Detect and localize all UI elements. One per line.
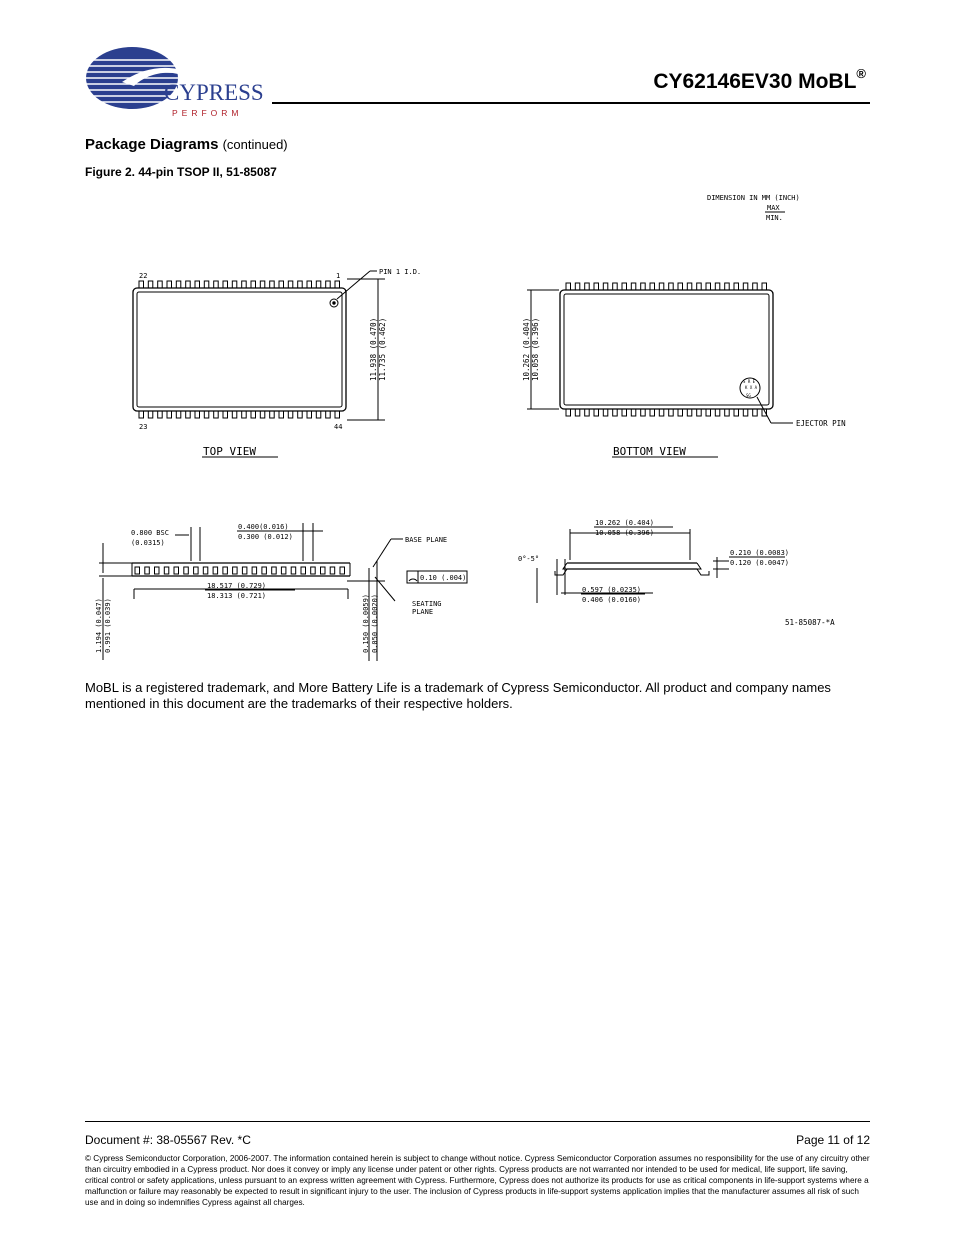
dim-note: DIMENSION IN MM (INCH) <box>707 194 800 202</box>
cypress-logo <box>82 42 272 122</box>
standoff-min: 0.050 (0.0020) <box>371 593 379 653</box>
lead-pin <box>251 411 256 418</box>
document-title <box>653 66 866 94</box>
lead-pin <box>214 411 219 418</box>
lead-pin <box>575 409 580 416</box>
lead-pin <box>650 283 655 290</box>
lead-pin <box>743 409 748 416</box>
trademark-note: MoBL is a registered trademark, and More Battery Life is a trademark of Cypress Semiconductor. All product and company names mentioned in this document are the trademarks of their respective holders. <box>85 680 831 711</box>
bottom-view-package <box>560 283 793 423</box>
footer-rule <box>85 1121 870 1122</box>
lead-pin <box>669 409 674 416</box>
lead-pin <box>307 281 312 288</box>
lead-pin <box>613 409 618 416</box>
footer-document-number: Document #: 38-05567 Rev. *C <box>85 1133 251 1147</box>
thickness-max: 0.210 (0.0083) <box>730 549 790 557</box>
lead-pin <box>594 283 599 290</box>
drawing-id: 51-85087-*A <box>785 618 835 627</box>
lead-pin <box>316 281 321 288</box>
lead-pin <box>687 283 692 290</box>
package-drawing <box>85 185 875 665</box>
lead-pin <box>223 567 228 574</box>
lead-pin <box>186 281 191 288</box>
base-plane-label: BASE PLANE <box>405 536 448 544</box>
lead-pin <box>566 409 571 416</box>
lead-pin <box>753 409 758 416</box>
lead-pin <box>251 281 256 288</box>
bottom-view-upper-pins <box>566 283 767 290</box>
lead-pin <box>335 411 340 418</box>
lead-pin <box>139 411 144 418</box>
logo-tagline: PERFORM <box>172 108 243 118</box>
lead-pin <box>195 281 200 288</box>
top-view-lower-pins <box>139 411 340 418</box>
lead-pin <box>186 411 191 418</box>
lead-pin <box>232 281 237 288</box>
pitch-label: 0.800 BSC <box>131 529 169 537</box>
lead-pin <box>176 411 181 418</box>
lead-pin <box>734 283 739 290</box>
bottom-view-label: BOTTOM VIEW <box>613 445 686 458</box>
lead-pin <box>252 567 257 574</box>
lead-pin <box>298 281 303 288</box>
lead-pin <box>279 411 284 418</box>
footer-page-number: Page 11 of 12 <box>796 1133 870 1147</box>
lead-pin <box>330 567 335 574</box>
lead-pin <box>242 281 247 288</box>
lead-pin <box>706 409 711 416</box>
foot-length-max: 0.597 (0.0235) <box>582 586 642 594</box>
lead-pin <box>659 409 664 416</box>
lead-pin <box>734 409 739 416</box>
top-view-package <box>133 271 377 418</box>
dim-note-max: MAX <box>767 204 780 212</box>
lead-pin <box>155 567 160 574</box>
side-view-pins <box>135 567 345 574</box>
lead-pin <box>622 283 627 290</box>
lead-pin <box>148 281 153 288</box>
lead-pin <box>715 283 720 290</box>
bottom-dim-min: 10.058 (0.396) <box>531 317 540 381</box>
coplanarity-label: 0.10 (.004) <box>420 574 467 582</box>
lead-pin <box>311 567 316 574</box>
lead-pin <box>743 283 748 290</box>
bottom-dim-max: 10.262 (0.404) <box>522 317 531 381</box>
side-view-short <box>555 563 709 575</box>
title-text: CY62146EV30 MoBL <box>653 70 857 93</box>
pin-1-label: 1 <box>336 272 341 280</box>
side-width-max: 10.262 (0.404) <box>595 519 655 527</box>
lead-pin <box>603 283 608 290</box>
lead-pin <box>148 411 153 418</box>
lead-pin <box>631 409 636 416</box>
header-rule <box>272 102 870 104</box>
seating-label: SEATING <box>412 600 442 608</box>
lead-pin <box>622 409 627 416</box>
lead-pin <box>669 283 674 290</box>
lead-pin <box>301 567 306 574</box>
seating-plane-label: PLANE <box>412 608 434 616</box>
lead-pin <box>164 567 169 574</box>
pin-44-label: 44 <box>334 423 343 431</box>
lead-pin <box>291 567 296 574</box>
svg-text:S R E: S R E <box>743 379 756 384</box>
side-view-long <box>132 563 350 576</box>
length-min: 18.313 (0.721) <box>207 592 267 600</box>
lead-pin <box>335 281 340 288</box>
lead-pin <box>139 281 144 288</box>
lead-pin <box>158 411 163 418</box>
lead-pin <box>566 283 571 290</box>
lead-pin <box>288 281 293 288</box>
lead-pin <box>158 281 163 288</box>
section-title-text: Package Diagrams <box>85 136 219 153</box>
top-view-label: TOP VIEW <box>203 445 256 458</box>
lead-pin <box>678 409 683 416</box>
lead-pin <box>223 281 228 288</box>
thickness-min: 0.120 (0.0047) <box>730 559 790 567</box>
lead-pin <box>260 411 265 418</box>
top-dim-min: 11.735 (0.462) <box>378 317 387 381</box>
pin-22-label: 22 <box>139 272 148 280</box>
lead-pin <box>260 281 265 288</box>
lead-pin <box>281 567 286 574</box>
lead-pin <box>279 281 284 288</box>
dim-note-min: MIN. <box>766 214 783 222</box>
footer-legal-text: © Cypress Semiconductor Corporation, 2006-2007. The information contained herein is subject to change without notice. Cypress Semiconductor Corporation assumes no responsibility for the use of any circuitry other than circuitry embodied in a Cypress product. Nor does it convey or imply any license under patent or other rights. Cypress products are not warranted nor intended to be used for medical, life support, life saving, critical control or safety applications, unless pursuant to an express written agreement with Cypress. Furthermore, Cypress does not authorize its products for use as critical components in life-support systems where a malfunction or failure may reasonably be expected to result in significant injury to the user. The inclusion of Cypress products in life-support systems application implies that the manufacturer assumes all risk of such use and in doing so indemnifies Cypress against all charges. <box>85 1154 870 1207</box>
pin1-id-label: PIN 1 I.D. <box>379 268 422 276</box>
lead-pin <box>594 409 599 416</box>
lead-pin <box>316 411 321 418</box>
lead-pin <box>753 283 758 290</box>
lead-pin <box>167 281 172 288</box>
lead-pin <box>272 567 277 574</box>
lead-pin <box>340 567 345 574</box>
lead-pin <box>232 411 237 418</box>
pitch-inch: (0.0315) <box>131 539 165 547</box>
lead-pin <box>326 281 331 288</box>
lead-pin <box>195 411 200 418</box>
lead-pin <box>204 281 209 288</box>
lead-pin <box>321 567 326 574</box>
lead-pin <box>603 409 608 416</box>
lead-pin <box>270 411 275 418</box>
lead-pin <box>725 409 730 416</box>
lead-pin <box>575 283 580 290</box>
lead-pin <box>135 567 140 574</box>
lead-pin <box>233 567 238 574</box>
side-width-min: 10.058 (0.396) <box>595 529 655 537</box>
svg-text:K X A: K X A <box>745 385 758 390</box>
lead-pin <box>715 409 720 416</box>
logo-text: CYPRESS <box>164 80 264 105</box>
top-dim-max: 11.938 (0.470) <box>369 317 378 381</box>
lead-pin <box>298 411 303 418</box>
figure-caption: Figure 2. 44-pin TSOP II, 51-85087 <box>85 165 277 179</box>
lead-pin <box>659 283 664 290</box>
height-max: 1.194 (0.047) <box>95 598 103 653</box>
lead-pin <box>585 409 590 416</box>
lead-pin <box>204 411 209 418</box>
lead-pin <box>270 281 275 288</box>
lead-pin <box>174 567 179 574</box>
lead-pin <box>203 567 208 574</box>
length-max: 18.517 (0.729) <box>207 582 267 590</box>
lead-pin <box>641 283 646 290</box>
lead-pin <box>184 567 189 574</box>
lead-pin <box>585 283 590 290</box>
lead-pin <box>242 411 247 418</box>
angle-label: 0°-5° <box>518 555 540 563</box>
section-suffix: (continued) <box>222 137 288 152</box>
lead-pin <box>613 283 618 290</box>
lead-pin <box>145 567 150 574</box>
lead-pin <box>641 409 646 416</box>
lead-pin <box>678 283 683 290</box>
lead-pin <box>242 567 247 574</box>
lead-pin <box>697 409 702 416</box>
lead-pin <box>262 567 267 574</box>
lead-pin <box>288 411 293 418</box>
top-view-upper-pins <box>139 281 340 288</box>
svg-text:SG: SG <box>746 393 751 398</box>
lead-pin <box>725 283 730 290</box>
pin-23-label: 23 <box>139 423 148 431</box>
lead-width-min: 0.300 (0.012) <box>238 533 293 541</box>
standoff-max: 0.150 (0.0059) <box>362 593 370 653</box>
ejector-pin-label: EJECTOR PIN <box>796 419 846 428</box>
lead-pin <box>307 411 312 418</box>
lead-pin <box>213 567 218 574</box>
height-min: 0.991 (0.039) <box>104 598 112 653</box>
lead-pin <box>650 409 655 416</box>
lead-pin <box>223 411 228 418</box>
lead-pin <box>194 567 199 574</box>
lead-pin <box>697 283 702 290</box>
lead-pin <box>167 411 172 418</box>
section-title <box>85 136 288 153</box>
lead-pin <box>762 283 767 290</box>
foot-length-min: 0.406 (0.0160) <box>582 596 642 604</box>
lead-pin <box>214 281 219 288</box>
lead-pin <box>326 411 331 418</box>
lead-pin <box>706 283 711 290</box>
lead-pin <box>631 283 636 290</box>
bottom-view-lower-pins <box>566 409 767 416</box>
lead-pin <box>176 281 181 288</box>
registered-mark: ® <box>856 66 866 81</box>
lead-pin <box>687 409 692 416</box>
lead-width-max: 0.400(0.016) <box>238 523 289 531</box>
